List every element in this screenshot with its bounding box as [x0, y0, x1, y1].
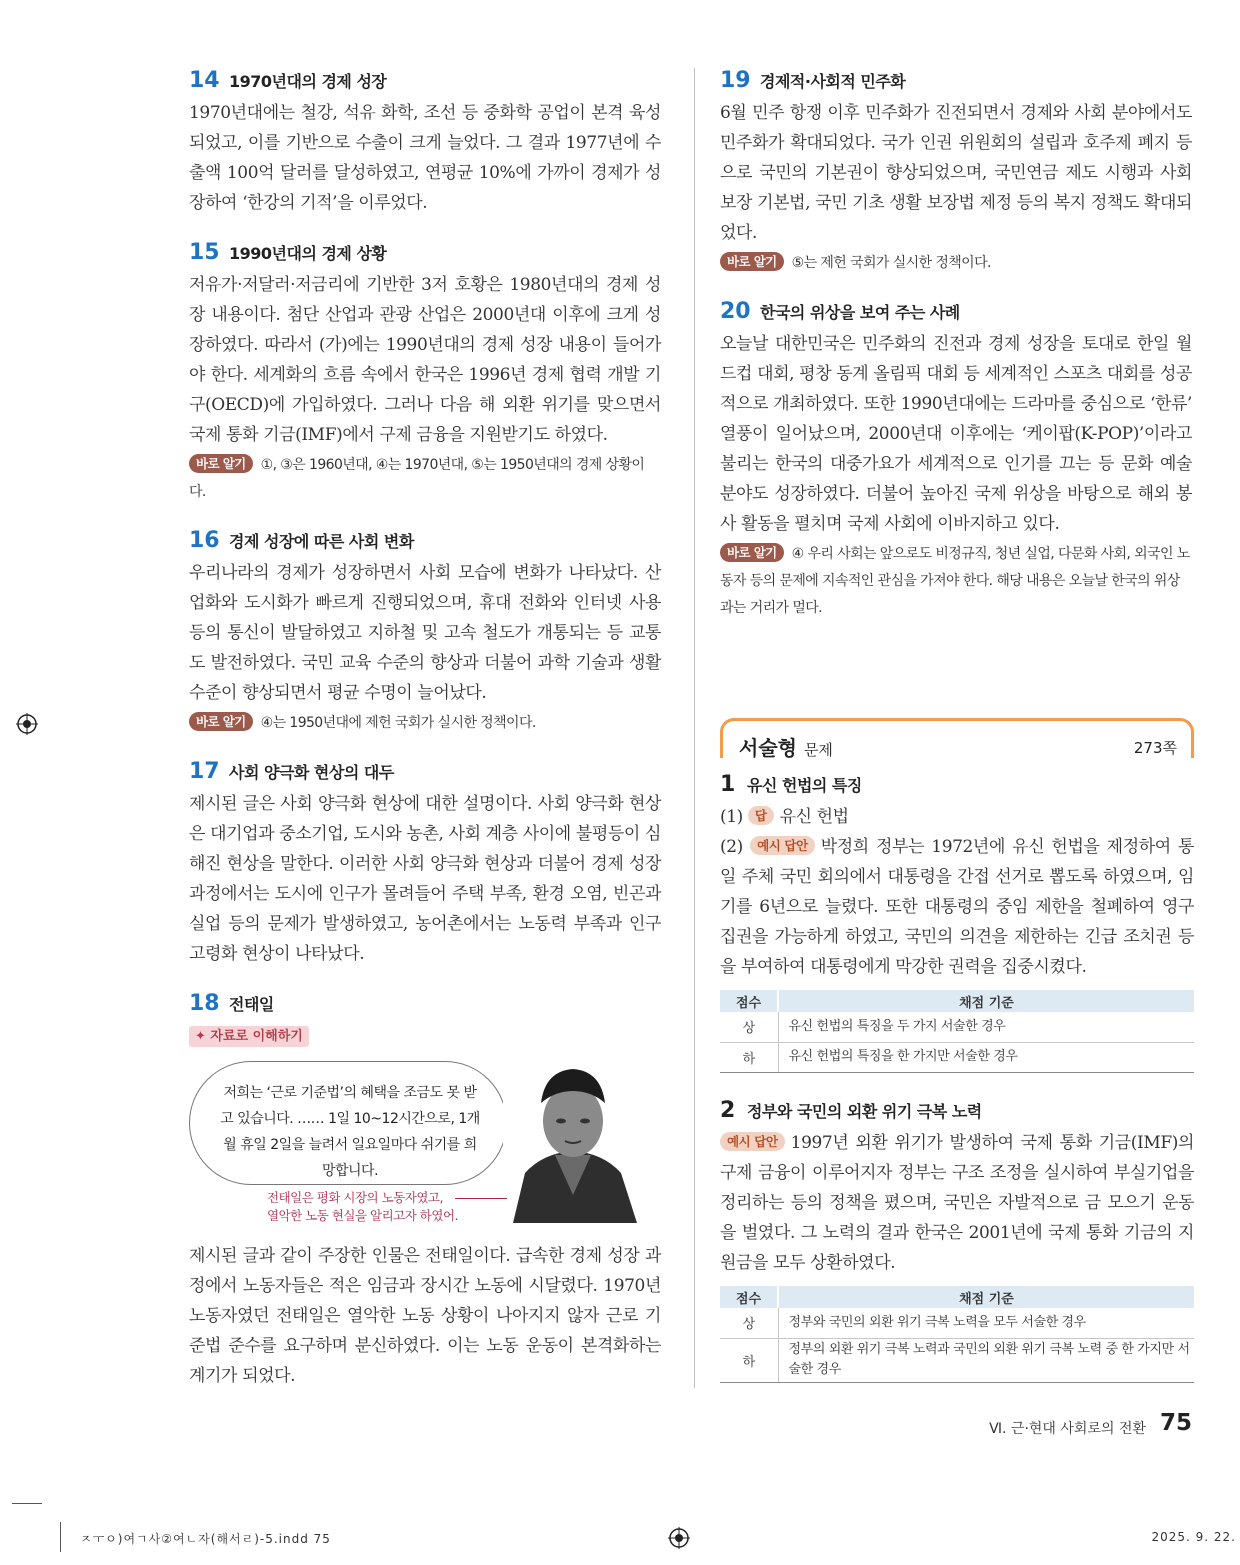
item-title: 경제적·사회적 민주화 — [760, 72, 906, 91]
answer-badge: 예시 답안 — [750, 836, 815, 855]
item-number: 18 — [189, 991, 220, 1016]
item-body: 제시된 글은 사회 양극화 현상에 대한 설명이다. 사회 양극화 현상은 대기업과 중소기업, 도시와 농촌, 사회 계층 사이에 불평등이 심해진 현상을 말한다. 이러한 사회 양극화 현상과 더불어 경제 성장 과정에서는 도시에 인구가 몰려들어 주택 부족, 환경 오염, 빈곤과 실업 등의 문제가 발생하였고, 농어촌에서는 노동력 부족과 인구 고령화 현상이 나타났다. — [189, 794, 661, 964]
grading-table — [720, 1286, 1194, 1383]
essay-question-1 — [720, 772, 1194, 1073]
item-title: 한국의 위상을 보여 주는 사례 — [760, 303, 960, 322]
header-criteria: 채점 기준 — [778, 1286, 1194, 1308]
essay-title-main: 서술형 — [739, 736, 797, 760]
table-row — [720, 1042, 1194, 1072]
check-badge: 바로 알기 — [720, 543, 784, 562]
slug-filename: ㅈㅜㅇ)여ㄱ사②여ㄴ자(해서ㄹ)-5.indd 75 — [80, 1532, 331, 1546]
item-title: 전태일 — [229, 995, 274, 1014]
answer-badge: 예시 답안 — [720, 1132, 785, 1151]
quote-figure — [189, 1055, 661, 1233]
column-divider — [694, 68, 695, 1388]
answer-badge: 답 — [748, 806, 774, 825]
item-title: 사회 양극화 현상의 대두 — [229, 763, 394, 782]
item-number: 14 — [189, 68, 220, 93]
item-14 — [189, 68, 661, 218]
essay-section-header — [720, 718, 1194, 758]
item-body: 오늘날 대한민국은 민주화의 진전과 경제 성장을 토대로 한일 월드컵 대회, 평창 동계 올림픽 대회 등 세계적인 스포츠 대회를 성공적으로 개최하였다. 또한 1990년대에는 드라마를 중심으로 ‘한류’ 열풍이 일어났으며, 2000년대 이후에는 ‘케이팝(K-POP)’이라고 불리는 한국의 대중가요가 세계적으로 인기를 끄는 등 문화 예술 분야도 성장하였다. 더불어 높아진 국제 위상을 바탕으로 해외 봉사 활동을 펼치며 국제 사회에 이바지하고 있다. — [720, 334, 1192, 534]
check-badge: 바로 알기 — [189, 454, 253, 473]
footer-section-title: Ⅵ. 근·현대 사회로의 전환 — [989, 1421, 1146, 1437]
answer-label: (1) — [720, 807, 743, 827]
item-number: 15 — [189, 240, 220, 265]
answer-text: 박정희 정부는 1972년에 유신 헌법을 제정하여 통일 주체 국민 회의에서 대통령을 간접 선거로 뽑도록 하였으며, 임기를 6년으로 늘렸다. 또한 대통령의 중임 제한을 철폐하여 영구 집권을 가능하게 하였고, 국민의 의견을 제한하는 긴급 조치권 등을 부여하여 대통령에게 막강한 권력을 집중시켰다. — [720, 837, 1194, 977]
crop-mark — [12, 1503, 42, 1504]
item-body: 저유가·저달러·저금리에 기반한 3저 호황은 1980년대의 경제 성장 내용이다. 첨단 산업과 관광 산업은 2000년대 이후에 크게 성장하였다. 따라서 (가)에는 1990년대의 경제 성장 내용이 들어가야 한다. 세계화의 흐름 속에서 한국은 1996년 경제 협력 개발 기구(OECD)에 가입하였다. 그러나 다음 해 외환 위기를 맞으면서 국제 통화 기금(IMF)에서 구제 금융을 지원받기도 하였다. — [189, 275, 661, 445]
essay-title-suffix: 문제 — [803, 741, 833, 759]
left-column — [189, 68, 661, 1413]
item-number: 16 — [189, 528, 220, 553]
header-criteria: 채점 기준 — [778, 990, 1194, 1012]
note-text: ①, ③은 1960년대, ④는 1970년대, ⑤는 1950년대의 경제 상황이다. — [189, 457, 645, 500]
question-number: 2 — [720, 1098, 736, 1123]
item-body: 제시된 글과 같이 주장한 인물은 전태일이다. 급속한 경제 성장 과정에서 노동자들은 적은 임금과 장시간 노동에 시달렸다. 1970년 노동자였던 전태일은 열악한 노동 상황이 나아지지 않자 근로 기준법 준수를 요구하며 분신하였다. 이는 노동 운동이 본격화하는 계기가 되었다. — [189, 1246, 661, 1386]
crop-mark — [60, 1522, 61, 1552]
answer-note — [189, 452, 661, 506]
page-number: 75 — [1159, 1410, 1192, 1436]
portrait-photo — [503, 1055, 643, 1223]
table-row — [720, 1308, 1194, 1338]
item-title: 1990년대의 경제 상황 — [229, 244, 387, 263]
item-19 — [720, 68, 1192, 277]
item-body: 우리나라의 경제가 성장하면서 사회 모습에 변화가 나타났다. 산업화와 도시화가 빠르게 진행되었으며, 휴대 전화와 인터넷 사용 등의 통신이 발달하였고 지하철 및 고속 철도가 개통되는 등 교통도 발전하였다. 국민 교육 수준의 향상과 더불어 과학 기술과 생활 수준이 향상되면서 평균 수명이 늘어났다. — [189, 563, 661, 703]
table-row — [720, 1338, 1194, 1382]
item-18 — [189, 991, 661, 1391]
answer-note — [720, 541, 1192, 622]
item-number: 19 — [720, 68, 751, 93]
registration-mark-icon — [668, 1527, 690, 1549]
item-title: 1970년대의 경제 성장 — [229, 72, 387, 91]
answer-text-block — [720, 1128, 1194, 1278]
note-text: ④ 우리 사회는 앞으로도 비정규직, 청년 실업, 다문화 사회, 외국인 노동자 등의 문제에 지속적인 관심을 가져야 한다. 해당 내용은 오늘날 한국의 위상과는 거리가 멀다. — [720, 546, 1190, 616]
check-badge: 바로 알기 — [720, 252, 784, 271]
item-title: 경제 성장에 따른 사회 변화 — [229, 532, 414, 551]
caption-line: 열악한 노동 현실을 알리고자 하였어. — [267, 1208, 458, 1223]
note-text: ⑤는 제헌 국회가 실시한 정책이다. — [791, 255, 991, 271]
score-cell: 하 — [720, 1338, 778, 1382]
item-16 — [189, 528, 661, 737]
item-number: 20 — [720, 299, 751, 324]
item-body: 1970년대에는 철강, 석유 화학, 조선 등 중화학 공업이 본격 육성되었고, 이를 기반으로 수출이 크게 늘었다. 그 결과 1977년에 수출액 100억 달러를 달성하였고, 연평균 10%에 가까이 경제가 성장하여 ‘한강의 기적’을 이루었다. — [189, 103, 661, 213]
score-cell: 상 — [720, 1012, 778, 1042]
item-number: 17 — [189, 759, 220, 784]
note-text: ④는 1950년대에 제헌 국회가 실시한 정책이다. — [260, 715, 536, 731]
header-score: 점수 — [720, 990, 778, 1012]
grading-table — [720, 990, 1194, 1073]
answer-text: 유신 헌법 — [779, 807, 849, 827]
caption-pointer — [455, 1198, 507, 1199]
criteria-cell: 정부의 외환 위기 극복 노력과 국민의 외환 위기 극복 노력 중 한 가지만 서술한 경우 — [778, 1338, 1194, 1382]
criteria-cell: 유신 헌법의 특징을 두 가지 서술한 경우 — [778, 1012, 1194, 1042]
source-tag: ✦ 자료로 이해하기 — [189, 1026, 309, 1047]
answer-1 — [720, 802, 1194, 832]
slug-date: 2025. 9. 22. — [1151, 1530, 1236, 1544]
question-title: 유신 헌법의 특징 — [747, 776, 862, 795]
essay-page-ref: 273쪽 — [1133, 739, 1177, 757]
essay-question-2 — [720, 1098, 1194, 1383]
answer-note — [189, 710, 661, 737]
figure-caption — [267, 1189, 458, 1225]
criteria-cell: 정부와 국민의 외환 위기 극복 노력을 모두 서술한 경우 — [778, 1308, 1194, 1338]
item-body: 6월 민주 항쟁 이후 민주화가 진전되면서 경제와 사회 분야에서도 민주화가 확대되었다. 국가 인권 위원회의 설립과 호주제 폐지 등으로 국민의 기본권이 향상되었으며, 국민연금 제도 시행과 사회 보장 기본법, 국민 기초 생활 보장법 제정 등의 복지 정책도 확대되었다. — [720, 103, 1192, 243]
essay-title — [739, 732, 833, 761]
question-title: 정부와 국민의 외환 위기 극복 노력 — [747, 1102, 982, 1121]
item-15 — [189, 240, 661, 506]
score-cell: 하 — [720, 1042, 778, 1072]
item-17 — [189, 759, 661, 969]
answer-text: 1997년 외환 위기가 발생하여 국제 통화 기금(IMF)의 구제 금융이 이루어지자 정부는 구조 조정을 실시하여 부실기업을 정리하는 등의 정책을 폈으며, 국민은 자발적으로 금 모으기 운동을 벌였다. 그 노력의 결과 한국은 2001년에 국제 통화 기금의 지원금을 모두 상환하였다. — [720, 1133, 1194, 1273]
registration-mark-icon — [16, 713, 38, 735]
right-column — [720, 68, 1192, 644]
table-row — [720, 1012, 1194, 1042]
speech-bubble — [189, 1061, 507, 1185]
item-20 — [720, 299, 1192, 622]
quote-text: 저희는 ‘근로 기준법’의 혜택을 조금도 못 받고 있습니다. …… 1일 10~12시간으로, 1개월 휴일 2일을 늘려서 일요일마다 쉬기를 희망합니다. — [220, 1085, 480, 1179]
header-score: 점수 — [720, 1286, 778, 1308]
answer-label: (2) — [720, 837, 743, 857]
check-badge: 바로 알기 — [189, 712, 253, 731]
caption-line: 전태일은 평화 시장의 노동자였고, — [267, 1190, 443, 1205]
question-number: 1 — [720, 772, 736, 797]
criteria-cell: 유신 헌법의 특징을 한 가지만 서술한 경우 — [778, 1042, 1194, 1072]
answer-note — [720, 250, 1192, 277]
answer-2 — [720, 832, 1194, 982]
score-cell: 상 — [720, 1308, 778, 1338]
